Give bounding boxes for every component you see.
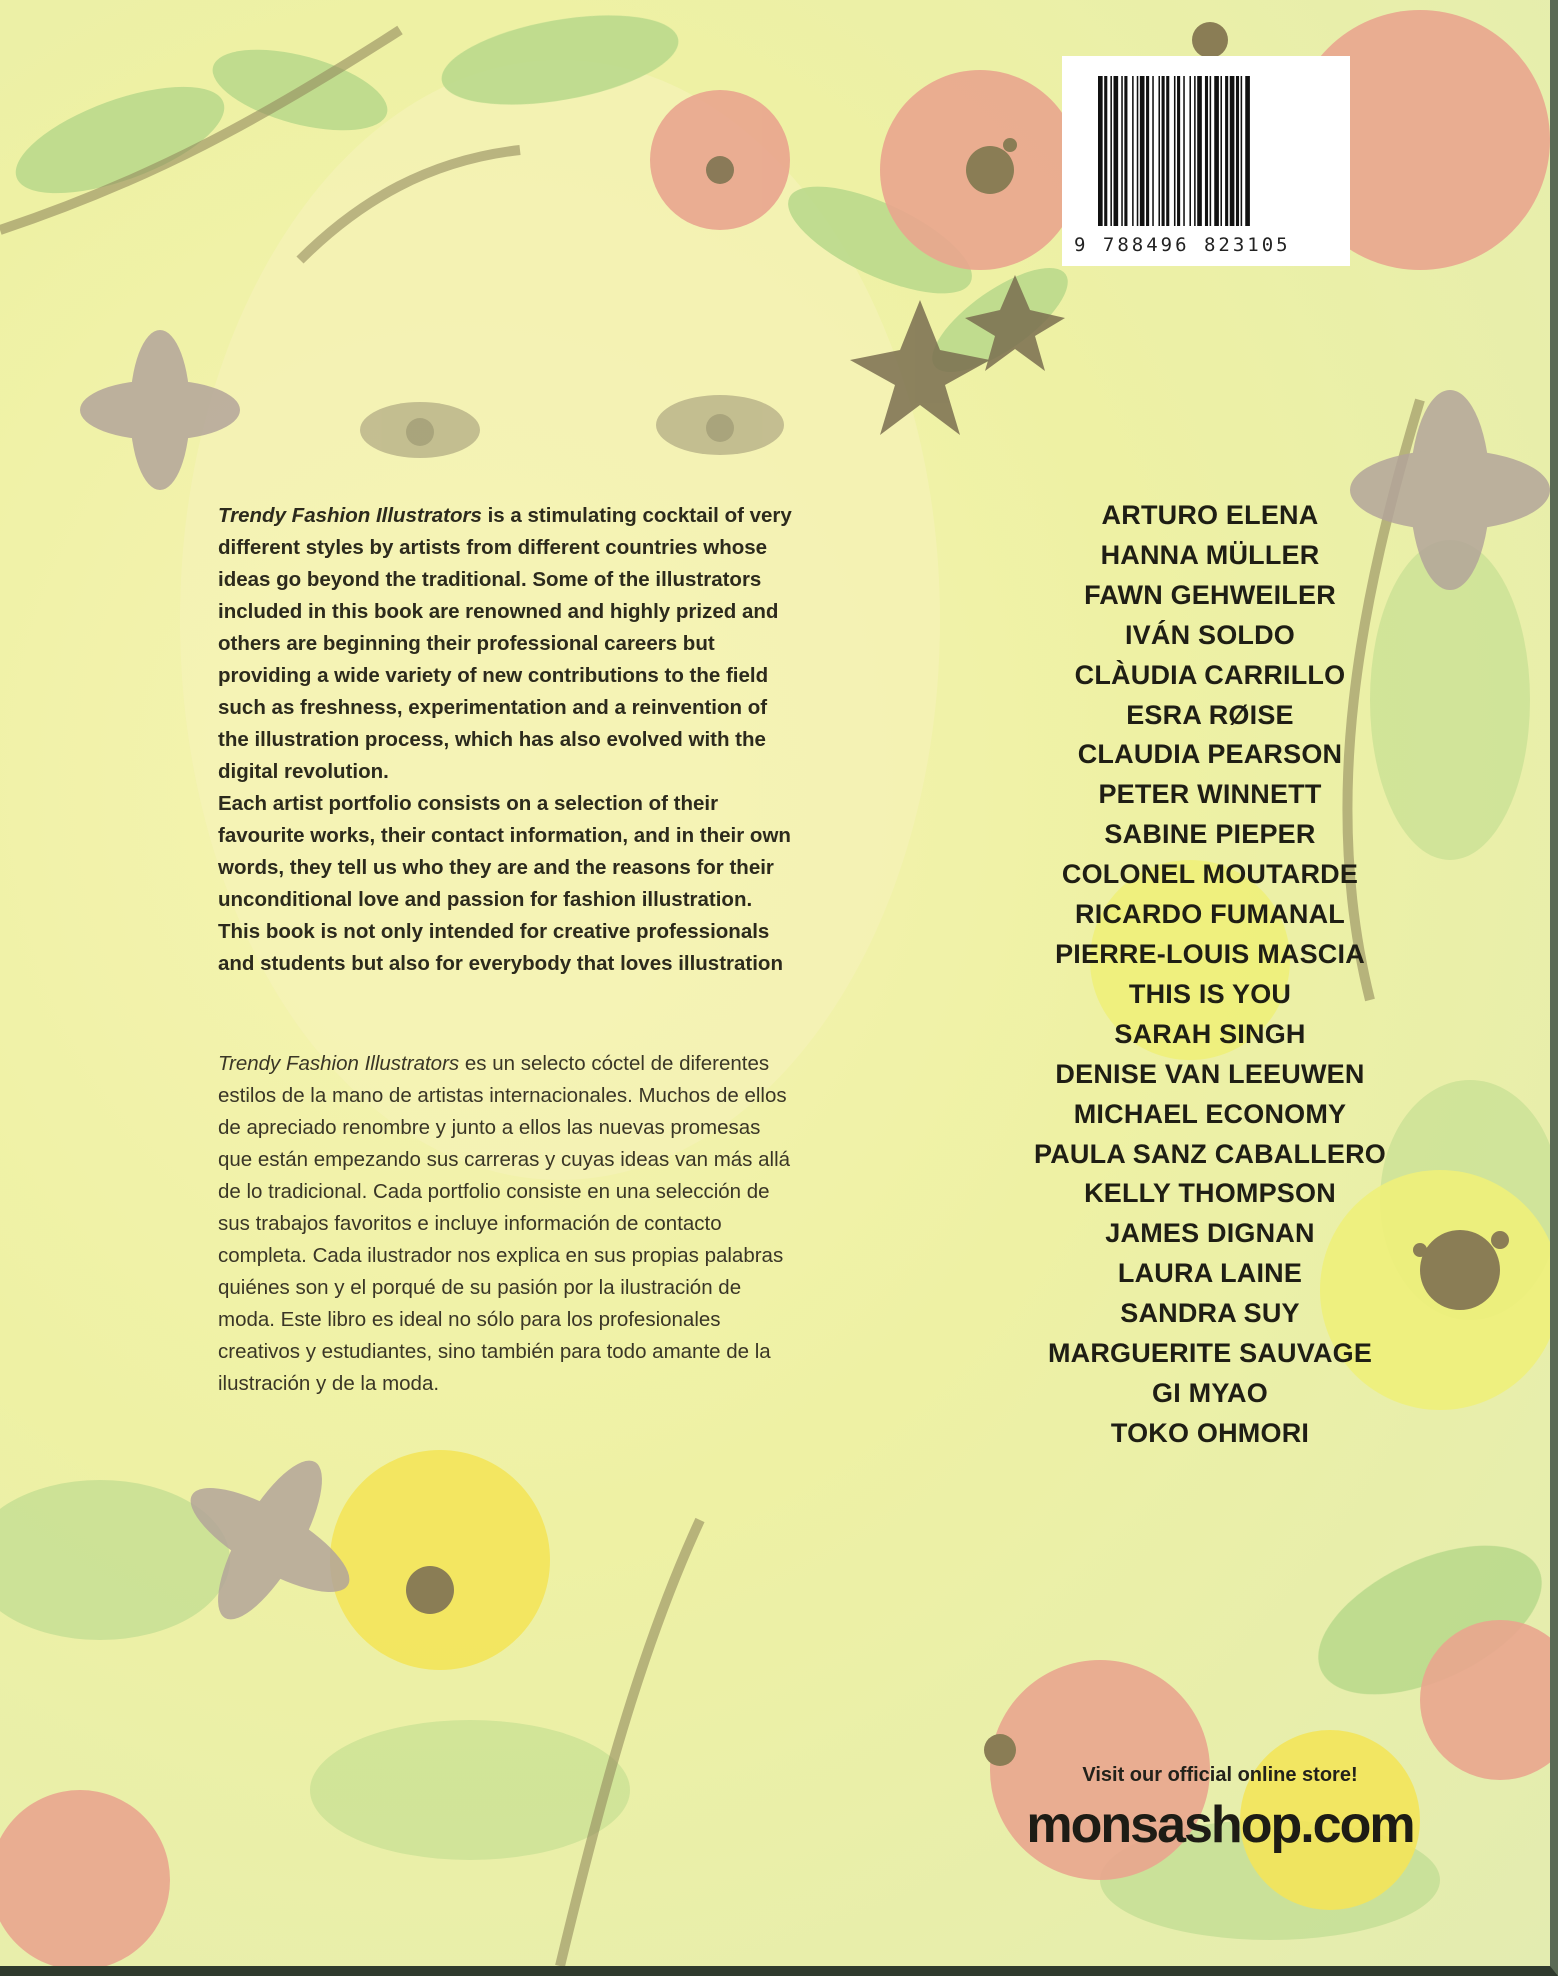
- barcode-bar: [1241, 76, 1243, 226]
- artist-name: LAURA LAINE: [1117, 1258, 1303, 1289]
- description-spanish-paragraph: [218, 1048, 794, 1400]
- artist-name: GI MYAO: [1152, 1377, 1268, 1408]
- artist-name: PAULA SANZ CABALLERO: [1034, 1138, 1386, 1169]
- artist-list: [980, 496, 1440, 1454]
- barcode-bar: [1245, 76, 1250, 226]
- barcode-bar: [1205, 76, 1208, 226]
- artist-name: THIS IS YOU: [1128, 978, 1292, 1009]
- artist-name: HANNA MÜLLER: [1100, 539, 1320, 570]
- description-spanish: [218, 1048, 794, 1400]
- barcode-bar: [1220, 76, 1222, 226]
- barcode-bar: [1114, 76, 1119, 226]
- artist-name: RICARDO FUMANAL: [1075, 899, 1345, 930]
- artist-name: TOKO OHMORI: [1110, 1417, 1310, 1448]
- artist-name: CLÀUDIA CARRILLO: [1074, 659, 1346, 690]
- artist-name: FAWN GEHWEILER: [1084, 579, 1336, 610]
- barcode-bar: [1166, 76, 1169, 226]
- description-english-paragraph-1: [218, 500, 794, 788]
- barcode-bar: [1140, 76, 1145, 226]
- barcode-bar: [1230, 76, 1235, 226]
- barcode-bar: [1121, 76, 1123, 226]
- barcode-bar: [1183, 76, 1185, 226]
- barcode-bar: [1197, 76, 1202, 226]
- isbn-number: 9 788496 823105: [1074, 234, 1291, 256]
- barcode-bar: [1146, 76, 1149, 226]
- artist-name: PIERRE-LOUIS MASCIA: [1055, 938, 1365, 969]
- barcode-bar: [1098, 76, 1103, 226]
- artist-name: PETER WINNETT: [1098, 779, 1322, 810]
- barcode-bar: [1194, 76, 1196, 226]
- artist-name: DENISE VAN LEEUWEN: [1055, 1058, 1365, 1089]
- barcode-bar: [1132, 76, 1134, 226]
- store-url: monsashop.com: [1026, 1796, 1414, 1854]
- barcode-bar: [1189, 76, 1191, 226]
- barcode-bar: [1104, 76, 1107, 226]
- barcode-bar: [1158, 76, 1160, 226]
- barcode-bar: [1214, 76, 1219, 226]
- artist-name: ARTURO ELENA: [1101, 500, 1319, 530]
- description-english-text-1: is a stimulating cocktail of very different styles by artists from different countries whose ideas go beyond the traditional. Some of the illustrators included in this book are renowned and highly prized and others are beginning their professional careers but providing a wide variety of new contributions to the field such as freshness, experimentation and a reinvention of the illustration process, which has also evolved with the digital revolution.: [218, 504, 792, 783]
- barcode-bars: [1098, 76, 1318, 226]
- barcode-bar: [1174, 76, 1176, 226]
- artist-name: MARGUERITE SAUVAGE: [1047, 1338, 1373, 1369]
- artist-name: ESRA RØISE: [1126, 699, 1294, 730]
- description-spanish-text: es un selecto cóctel de diferentes estilos de la mano de artistas internacionales. Muchos de ellos de apreciado renombre y junto a ellos las nuevas promesas que están empezando sus carreras y cuyas ideas van más allá de lo tradicional. Cada portfolio consiste en una selección de sus trabajos favoritos e incluye información de contacto completa. Cada ilustrador nos explica en sus propias palabras quiénes son y el porqué de su pasión por la ilustración de moda. Este libro es ideal no sólo para los profesionales creativos y estudiantes, sino también para todo amante de la ilustración y de la moda.: [218, 1052, 791, 1395]
- isbn-barcode: [1062, 56, 1350, 266]
- barcode-bar: [1236, 76, 1239, 226]
- barcode-bar: [1225, 76, 1228, 226]
- book-title-spanish: Trendy Fashion Illustrators: [218, 1052, 460, 1075]
- artist-name: COLONEL MOUTARDE: [1061, 859, 1359, 890]
- barcode-bar: [1137, 76, 1139, 226]
- barcode-bar: [1152, 76, 1154, 226]
- barcode-bar: [1210, 76, 1212, 226]
- barcode-bar: [1177, 76, 1180, 226]
- description-english: [218, 500, 794, 980]
- barcode-bar: [1110, 76, 1112, 226]
- artist-name: CLAUDIA PEARSON: [1077, 739, 1343, 770]
- artist-name: SABINE PIEPER: [1104, 819, 1316, 850]
- artist-name: SARAH SINGH: [1114, 1018, 1306, 1049]
- book-title: Trendy Fashion Illustrators: [218, 504, 482, 527]
- description-english-paragraph-2: Each artist portfolio consists on a selection of their favourite works, their contact information, and in their own words, they tell us who they are and the reasons for their unconditional love and passion for fashion illustration. This book is not only intended for creative professionals and students but also for everybody that loves illustration: [218, 792, 791, 975]
- barcode-bar: [1162, 76, 1165, 226]
- store-promo-text: Visit our official online store!: [1082, 1764, 1358, 1786]
- artist-name: IVÁN SOLDO: [1124, 619, 1295, 650]
- artist-name: KELLY THOMPSON: [1084, 1178, 1336, 1209]
- artist-name: SANDRA SUY: [1120, 1298, 1300, 1329]
- artist-name: MICHAEL ECONOMY: [1073, 1098, 1347, 1129]
- barcode-bar: [1124, 76, 1127, 226]
- artist-name: JAMES DIGNAN: [1105, 1218, 1315, 1249]
